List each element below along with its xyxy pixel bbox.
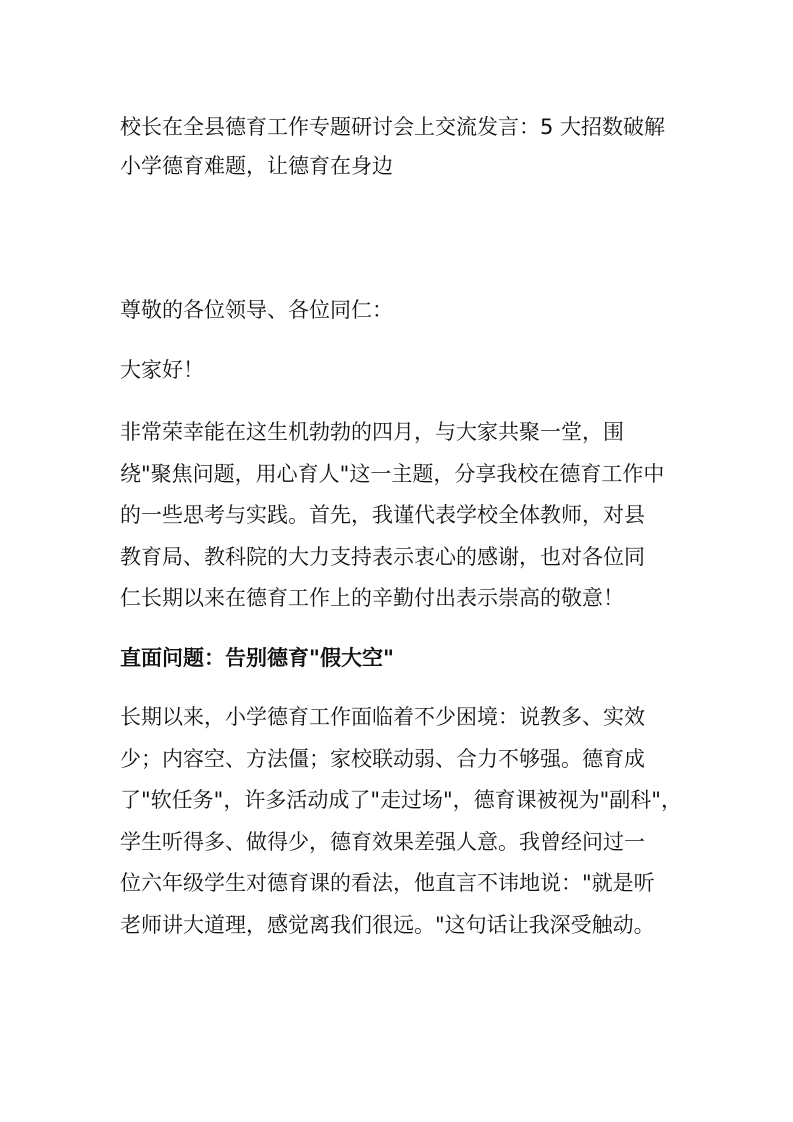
title-line: 校长在全县德育工作专题研讨会上交流发言：5 大招数破解 — [120, 115, 666, 139]
paragraph-line: 学生听得多、做得少，德育效果差强人意。我曾经问过一 — [120, 829, 645, 854]
paragraph-line: 仁长期以来在德育工作上的辛勤付出表示崇高的敬意！ — [120, 586, 624, 610]
paragraph-intro — [120, 412, 680, 620]
paragraph-line: 了"软任务"，许多活动成了"走过场"，德育课被视为"副科"， — [120, 788, 682, 812]
document-title — [120, 108, 680, 186]
paragraph-line: 位六年级学生对德育课的看法，他直言不讳地说："就是听 — [120, 871, 655, 895]
section-heading: 直面问题：告别德育"假大空" — [120, 646, 394, 670]
paragraph-line: 长期以来，小学德育工作面临着不少困境：说教多、实效 — [120, 705, 645, 729]
paragraph-line: 非常荣幸能在这生机勃勃的四月，与大家共聚一堂，围 — [120, 420, 624, 444]
paragraph-line: 老师讲大道理，感觉离我们很远。"这句话让我深受触动。 — [120, 912, 655, 937]
paragraph-line: 绕"聚焦问题，用心育人"这一主题，分享我校在德育工作中 — [120, 461, 665, 486]
paragraph-problems — [120, 697, 680, 946]
paragraph-line: 少；内容空、方法僵；家校联动弱、合力不够强。德育成 — [120, 746, 645, 771]
greeting: 大家好！ — [120, 358, 204, 382]
paragraph-line: 的一些思考与实践。首先，我谨代表学校全体教师，对县 — [120, 503, 645, 527]
title-line: 小学德育难题，让德育在身边 — [120, 154, 393, 178]
paragraph-line: 教育局、教科院的大力支持表示衷心的感谢，也对各位同 — [120, 544, 645, 569]
salutation: 尊敬的各位领导、各位同仁： — [120, 298, 393, 322]
